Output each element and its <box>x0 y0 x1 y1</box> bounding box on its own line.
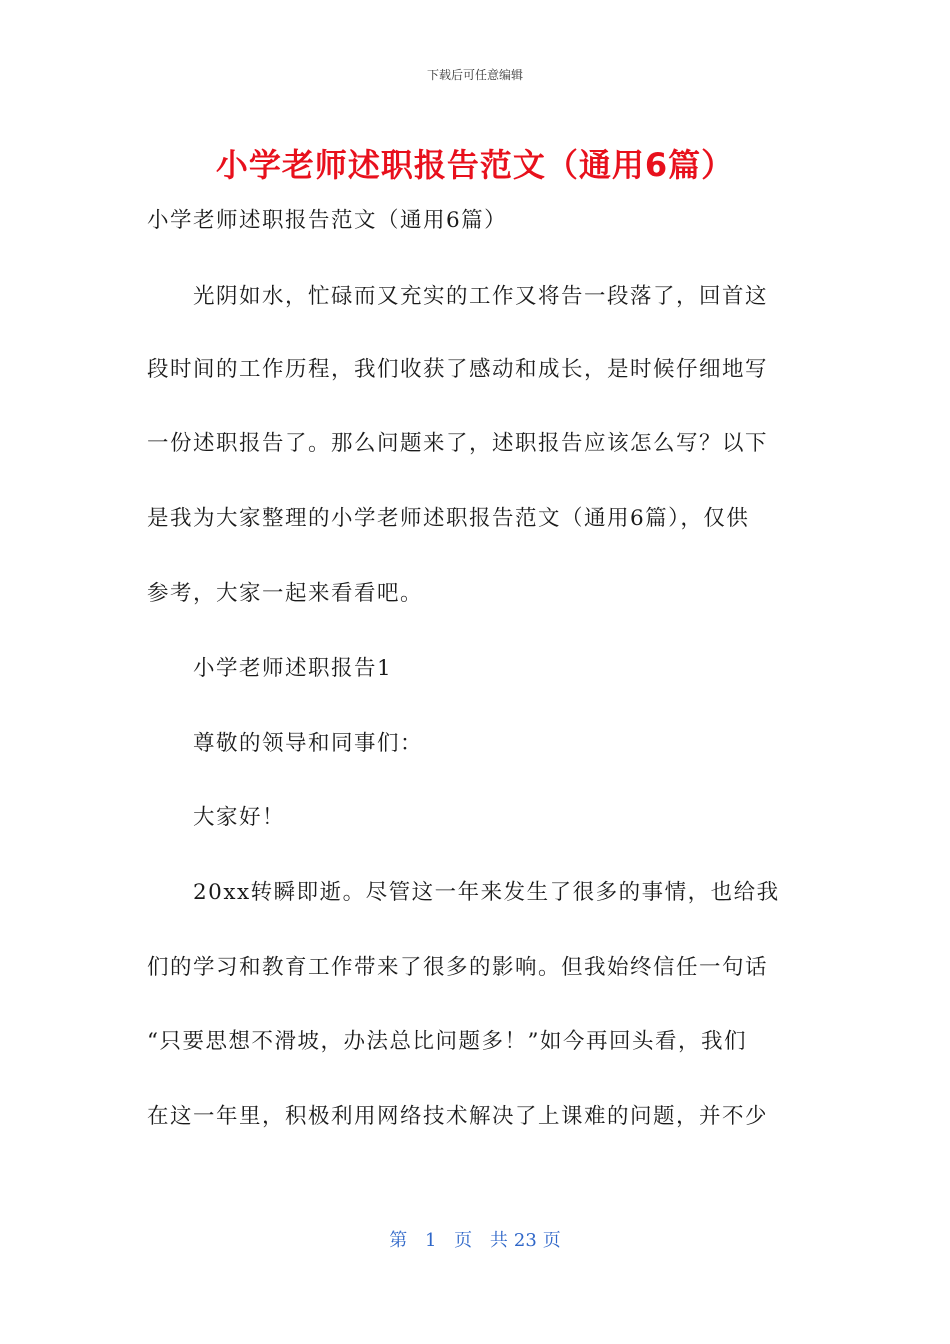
footer-prefix: 第 <box>389 1230 408 1251</box>
paragraph-line: “只要思想不滑坡，办法总比问题多！”如今再回头看，我们 <box>147 1029 747 1054</box>
salutation-line: 尊敬的领导和同事们： <box>193 731 424 756</box>
paragraph-line: 段时间的工作历程，我们收获了感动和成长，是时候仔细地写 <box>147 357 769 382</box>
footer-total-prefix: 共 <box>489 1230 508 1251</box>
paragraph-line: 光阴如水，忙碌而又充实的工作又将告一段落了，回首这 <box>193 284 769 309</box>
footer-page-word: 页 <box>454 1230 473 1251</box>
paragraph-line: 20xx转瞬即逝。尽管这一年来发生了很多的事情，也给我 <box>193 880 780 905</box>
page-header-note: 下载后可任意编辑 <box>426 68 523 82</box>
paragraph-line: 在这一年里，积极利用网络技术解决了上课难的问题，并不少 <box>147 1104 769 1129</box>
paragraph-line: 一份述职报告了。那么问题来了，述职报告应该怎么写？以下 <box>147 431 769 456</box>
footer-suffix: 页 <box>542 1230 561 1251</box>
footer-current-page: 1 <box>424 1230 437 1251</box>
paragraph-line: 参考，大家一起来看看吧。 <box>147 581 424 606</box>
subtitle-line: 小学老师述职报告范文（通用6篇） <box>147 208 508 233</box>
footer-total-pages: 23 <box>513 1230 537 1251</box>
section-heading: 小学老师述职报告1 <box>193 656 393 681</box>
paragraph-line: 们的学习和教育工作带来了很多的影响。但我始终信任一句话 <box>147 955 769 980</box>
page-footer <box>0 1226 950 1252</box>
greeting-line: 大家好！ <box>193 805 286 830</box>
paragraph-line: 是我为大家整理的小学老师述职报告范文（通用6篇），仅供 <box>147 506 750 531</box>
document-title: 小学老师述职报告范文（通用6篇） <box>215 146 735 184</box>
